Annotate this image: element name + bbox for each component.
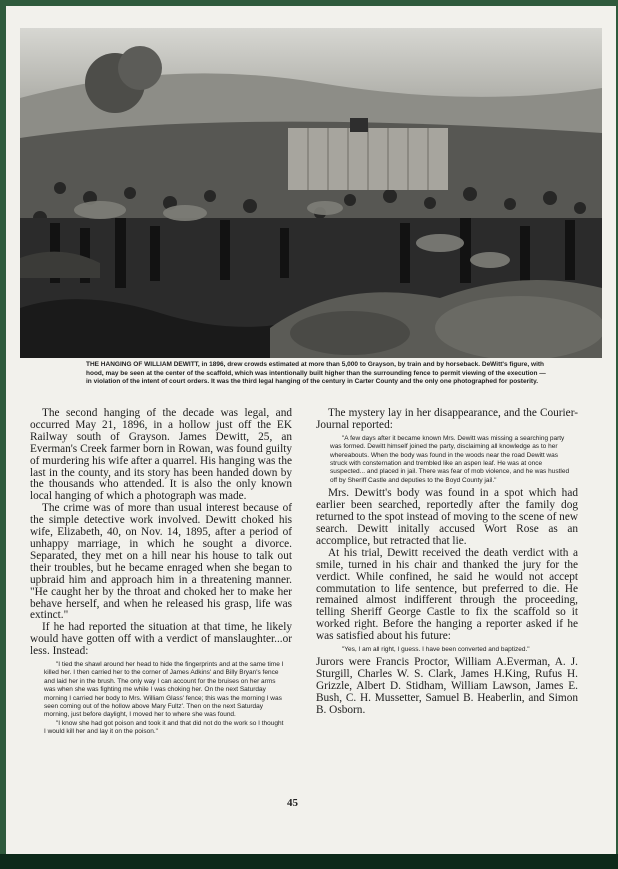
right-paragraph-1: The mystery lay in her disappearance, and the Courier-Journal reported: (316, 407, 578, 431)
page-number: 45 (287, 797, 298, 809)
left-paragraph-3: If he had reported the situation at that time, he likely would have gotten off with a verdict of manslaughter...or less. Instead: (30, 621, 292, 658)
right-paragraph-2: Mrs. Dewitt's body was found in a spot which had earlier been searched, reportedly after the family dog returned to the spot instead of moving to the scene of new search. Dewitt initally accused Wort Rose as an accomplice, but retracted that lie. (316, 487, 578, 547)
photograph-image (20, 28, 602, 358)
right-blockquote-1 (330, 435, 570, 485)
left-quote-1: "I tied the shawl around her head to hide the fingerprints and at the same time I killed her. I then carried her to the corner of James Adkins' and Billy Bryan's fence and laid her in the brush. The only way I can account for the bruises on her arms was when she was fighting me while I was choking her. On the next Saturday morning I carried her body to Mrs. William Glass' fence; this was the morning I was seen coming out of the hollow above Mary Fultz'. Then on the next Saturday morning, just before daylight, I moved her to where she was found. (44, 661, 284, 719)
photo-caption (86, 361, 546, 387)
right-blockquote-2 (330, 646, 570, 654)
left-paragraph-1: The second hanging of the decade was legal, and occurred May 21, 1896, in a hollow just off the EK Railway south of Grayson. James Dewitt, 25, an Everman's Creek farmer born in Rowan, was found guilty of murdering his wife after a quarrel. His hanging was the last in the county, and its story has been handed down by the thousands who attended. It is also the only known local hanging of which a photograph was made. (30, 407, 292, 503)
left-quote-2: "I know she had got poison and took it and that did not do the work so I thought I would kill her and lay it on the poison." (44, 719, 284, 736)
left-column (30, 408, 292, 740)
right-paragraph-4: Jurors were Francis Proctor, William A.Everman, A. J. Sturgill, Charles W. S. Clark, James H.King, Rufus H. Grizzle, Albert D. Stidham, William Lawson, James E. Bush, C. H. Mussetter, Samuel B. Heaberlin, and Simon B. Osborn. (316, 656, 578, 717)
right-quote-1: "A few days after it became known Mrs. Dewitt was missing a searching party was formed. Dewitt himself joined the party, disclaiming all knowledge as to her whereabouts. When the body was found in the woods near the road Dewitt was struck with consternation and trembled like an aspen leaf. He was at once suspected... and placed in jail. There was fear of mob violence, and he was hustled off by Sheriff Castle and deputies to the Boyd County jail." (330, 434, 570, 484)
left-blockquote (44, 661, 284, 737)
hanging-crowd-photograph (20, 28, 602, 358)
right-quote-2: "Yes, I am all right, I guess. I have been converted and baptized." (342, 646, 530, 654)
left-paragraph-2: The crime was of more than usual interest because of the simple detective work involved. Dewitt choked his wife, Elizabeth, 40, on Nov. 14, 1895, after a period of unhappy marriage, in which he sought a divorce. Separated, they met on a hill near his house to talk out their troubles, but he became enraged when she began to upbraid him and approach him in a threatening manner. "He caught her by the throat and choked her to make her behave herself, and when he released his grasp, life was extinct." (30, 502, 292, 622)
bottom-cover-edge (0, 854, 618, 869)
right-paragraph-3: At his trial, Dewitt received the death verdict with a smile, turned in his chair and thanked the jury for the verdict. While confined, he said he would not accept commutation to life sentence, but preferred to die. He remained almost indifferent through the proceeding, telling Sheriff George Castle to fix the scaffold so it worked right. Before the hanging a reporter asked if he was satisfied about his future: (316, 546, 578, 643)
caption-title: THE HANGING OF WILLIAM DEWITT, (86, 361, 200, 368)
book-page (6, 6, 616, 854)
caption-text: in 1896, drew crowds estimated at more than 5,000 to Grayson, by train and by horseback. DeWitt's figure, with hood, may be seen at the center of the scaffold, which was intentionally built higher than the surrounding fence to permit viewing of the execution — in violation of the intent of court orders. It was the third legal hanging of the century in Carter County and the only one photographed for posterity. (86, 361, 546, 386)
right-column (316, 408, 578, 717)
